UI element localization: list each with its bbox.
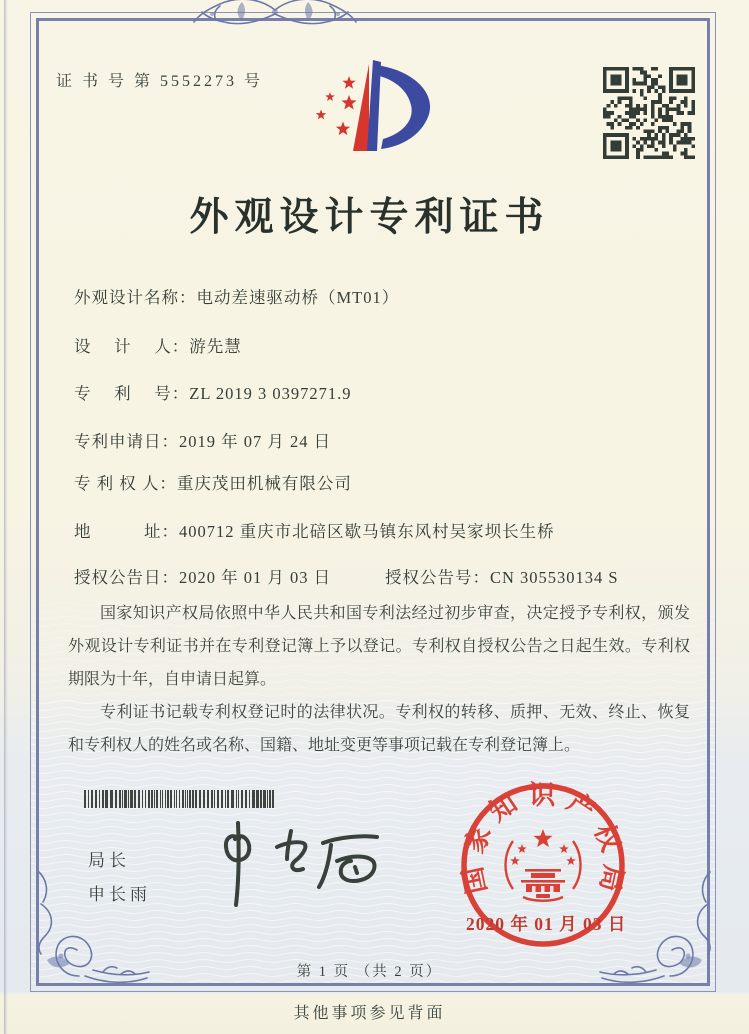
certificate-number: 证 书 号 第 5552273 号	[56, 73, 264, 90]
barcode-icon	[84, 790, 280, 808]
field-label: 地 址：	[74, 522, 179, 541]
field-value: ZL 2019 3 0397271.9	[189, 384, 352, 403]
paragraph-grant-statement: 国家知识产权局依照中华人民共和国专利法经过初步审查，决定授予专利权，颁发外观设计专利证书并在专利登记簿上予以登记。专利权自授权公告之日起生效。专利权期限为十年，自申请日起算。	[68, 605, 690, 688]
field-filing-date	[74, 428, 331, 452]
field-label: 专利申请日：	[74, 432, 179, 451]
field-label: 专 利 权 人：	[74, 474, 177, 493]
field-designer	[74, 333, 242, 357]
field-value: 重庆茂田机械有限公司	[176, 474, 352, 493]
field-value: 2019 年 07 月 24 日	[179, 432, 332, 451]
field-patentee	[74, 470, 352, 494]
field-label: 授权公告号：	[385, 568, 490, 587]
field-value: 游先慧	[189, 337, 242, 356]
cnipa-logo-icon	[313, 57, 438, 157]
seal-date: 2020 年 01 月 03 日	[466, 914, 627, 934]
cnipa-logo-graphic	[313, 57, 438, 157]
field-value: CN 305530134 S	[490, 568, 619, 587]
field-grant-number	[385, 564, 619, 588]
field-grant-date-and-number	[74, 564, 619, 588]
page-edge-shadow	[4, 0, 8, 1034]
top-ornament-flourish-icon	[190, 0, 360, 34]
field-design-name	[74, 284, 399, 308]
field-label: 专 利 号：	[74, 384, 190, 403]
field-value: 2020 年 01 月 03 日	[179, 568, 332, 587]
field-label: 设 计 人：	[74, 337, 190, 356]
handwritten-signature	[205, 816, 395, 918]
certificate-title: 外观设计专利证书	[189, 196, 550, 239]
back-side-note: 其他事项参见背面	[293, 1005, 446, 1022]
field-label: 授权公告日：	[74, 568, 179, 587]
logo-stars	[316, 76, 357, 135]
field-address	[74, 518, 555, 542]
commissioner-title: 局长	[88, 851, 130, 870]
commissioner-name: 申长雨	[88, 885, 151, 904]
qr-code-icon	[603, 67, 695, 159]
page-number: 第 1 页 （共 2 页）	[296, 964, 443, 980]
legal-paragraphs	[68, 597, 690, 762]
field-value: 电动差速驱动桥（MT01）	[196, 288, 400, 307]
seal-ring-text: 国家知识产权局	[456, 779, 630, 897]
field-label: 外观设计名称：	[74, 288, 197, 307]
field-patent-number	[74, 380, 352, 404]
field-value: 400712 重庆市北碚区歇马镇东风村吴家坝长生桥	[179, 522, 555, 541]
signature-strokes	[226, 823, 377, 905]
national-emblem-icon	[506, 829, 581, 901]
paragraph-register-statement: 专利证书记载专利权登记时的法律状况。专利权的转移、质押、无效、终止、恢复和专利权人的姓名或名称、国籍、地址变更等事项记载在专利登记簿上。	[68, 704, 690, 754]
